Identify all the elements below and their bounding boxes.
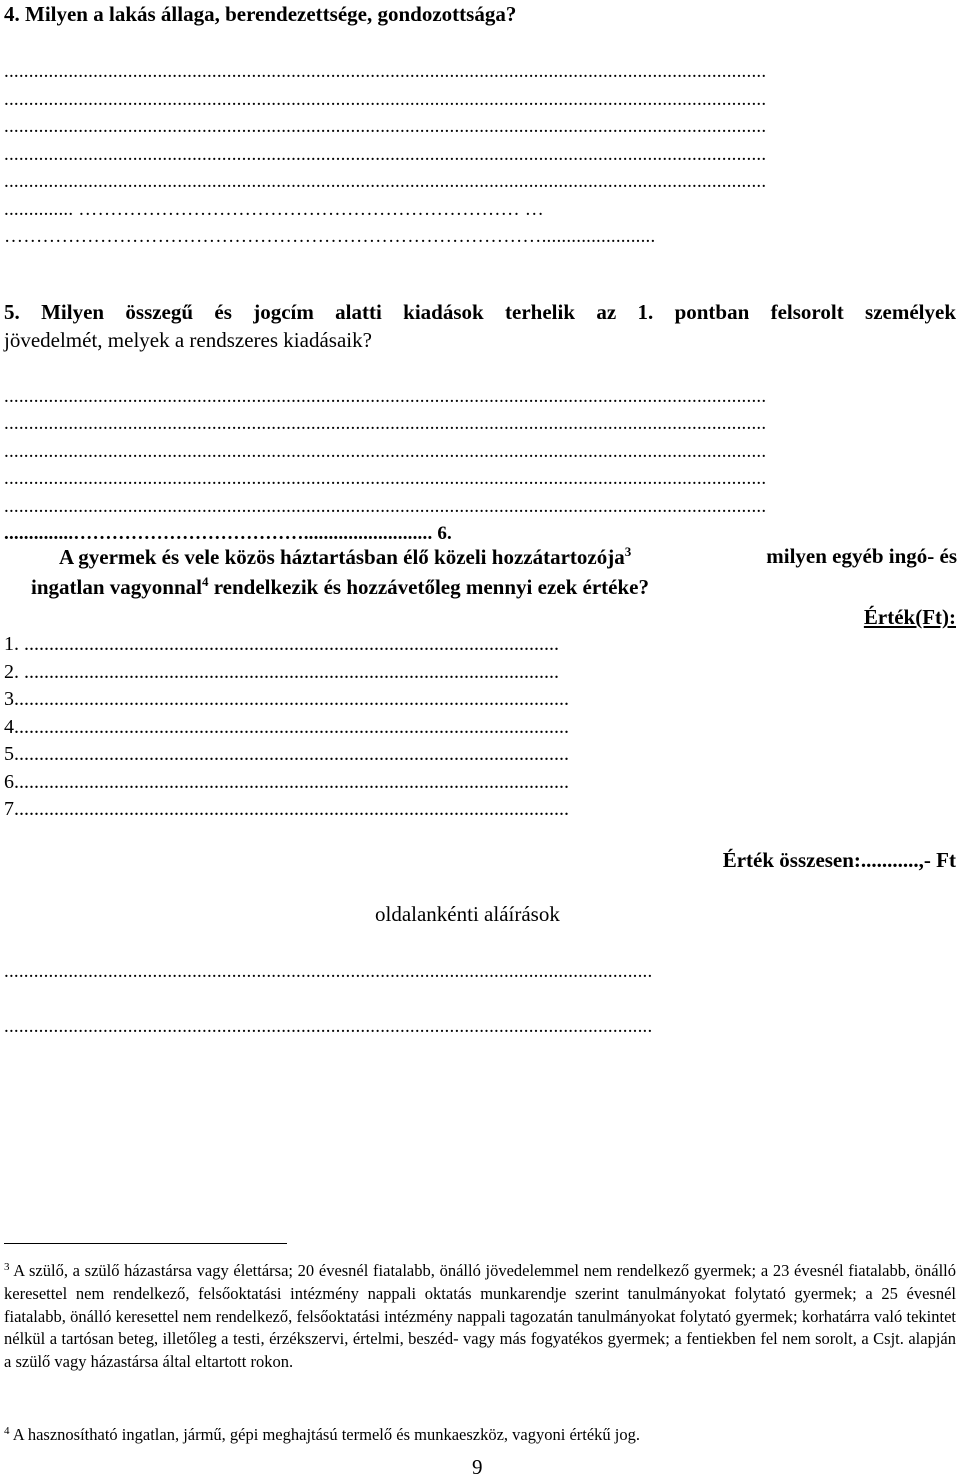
total-value: Érték összesen:...........,- Ft xyxy=(722,848,956,872)
question-5-title-line2: jövedelmét, melyek a rendszeres kiadásaik? xyxy=(4,328,372,352)
signatures-label: oldalankénti aláírások xyxy=(375,902,560,926)
asset-item-4: 4............................................................................................................... xyxy=(4,716,569,738)
answer-line: .......................................................................................................................................................... xyxy=(4,413,767,434)
question-5-title-line1: 5. Milyen összegű és jogcím alatti kiadások terhelik az 1. pontban felsorolt személyek xyxy=(4,300,956,324)
answer-line: .......................................................................................................................................................... xyxy=(4,496,767,517)
footnote-ref-4: 4 xyxy=(201,574,209,589)
footnote-4 xyxy=(4,1420,956,1447)
footnote-3-mark: 3 xyxy=(4,1261,10,1273)
answer-line: .......................................................................................................................................................... xyxy=(4,116,767,137)
answer-line: .............. …………………………………………………………… … xyxy=(4,199,544,220)
signature-line-1: ................................................................................................................................... xyxy=(4,961,653,982)
footnote-3-text: A szülő, a szülő házastársa vagy élettársa; 20 évesnél fiatalabb, önálló jövedelemmel nem rendelkező gyermek; a 23 évesnél fiatalabb, önálló keresettel nem rendelkező, felsőoktatási intézmény nappali oktatás munkarendje szerint tanulmányokat folytató gyermek; a 25 évesnél fiatalabb, önálló keresettel nem rendelkező, felsőoktatási intézmény nappali tagozatán tanulmányokat folytató gyermek; korhatárra való tekintet nélkül a tartósan beteg, illetőleg a testi, érzékszervi, értelmi, beszéd- vagy más fogyatékos gyermek; a fentiekben fel nem sorolt, a Csjt. alapján a szülő vagy házastársa által eltartott rokon. xyxy=(4,1261,956,1372)
value-column-header: Érték(Ft): xyxy=(863,605,956,629)
answer-line: .......................................................................................................................................................... xyxy=(4,171,767,192)
answer-line: .......................................................................................................................................................... xyxy=(4,468,767,489)
question-6-title-line2 xyxy=(31,574,649,600)
asset-item-1: 1. ........................................................................................................... xyxy=(4,633,559,655)
q6-text-d: rendelkezik és hozzávetőleg mennyi ezek értéke? xyxy=(213,575,649,599)
footnote-separator xyxy=(4,1243,287,1244)
answer-line: …………………………………………………………………………....................... xyxy=(4,226,656,247)
asset-item-7: 7............................................................................................................... xyxy=(4,798,569,820)
q6-text-a: A gyermek és vele közös háztartásban élő közeli hozzátartozója xyxy=(59,545,625,569)
answer-line: .......................................................................................................................................................... xyxy=(4,61,767,82)
asset-item-2: 2. ........................................................................................................... xyxy=(4,661,559,683)
asset-item-6: 6............................................................................................................... xyxy=(4,771,569,793)
signature-line-2: ................................................................................................................................... xyxy=(4,1016,653,1037)
question-4-title: 4. Milyen a lakás állaga, berendezettsége, gondozottsága? xyxy=(4,2,517,26)
answer-line: .......................................................................................................................................................... xyxy=(4,89,767,110)
q6-text-b: milyen egyéb ingó- és xyxy=(766,544,957,568)
asset-item-5: 5............................................................................................................... xyxy=(4,743,569,765)
footnote-4-mark: 4 xyxy=(4,1425,10,1437)
footnote-ref-3: 3 xyxy=(624,544,632,559)
question-6-title-line1 xyxy=(59,544,957,570)
page-number: 9 xyxy=(472,1455,483,1479)
answer-line: .......................................................................................................................................................... xyxy=(4,144,767,165)
asset-item-3: 3............................................................................................................... xyxy=(4,688,569,710)
answer-line-with-q6-number: ..............……………………………….......................... 6. xyxy=(4,523,452,544)
answer-line: .......................................................................................................................................................... xyxy=(4,386,767,407)
footnote-3 xyxy=(4,1256,956,1374)
footnote-4-text: A hasznosítható ingatlan, jármű, gépi meghajtású termelő és munkaeszköz, vagyoni értékű jog. xyxy=(12,1425,641,1444)
q6-text-c: ingatlan vagyonnal xyxy=(31,575,202,599)
answer-line: .......................................................................................................................................................... xyxy=(4,441,767,462)
